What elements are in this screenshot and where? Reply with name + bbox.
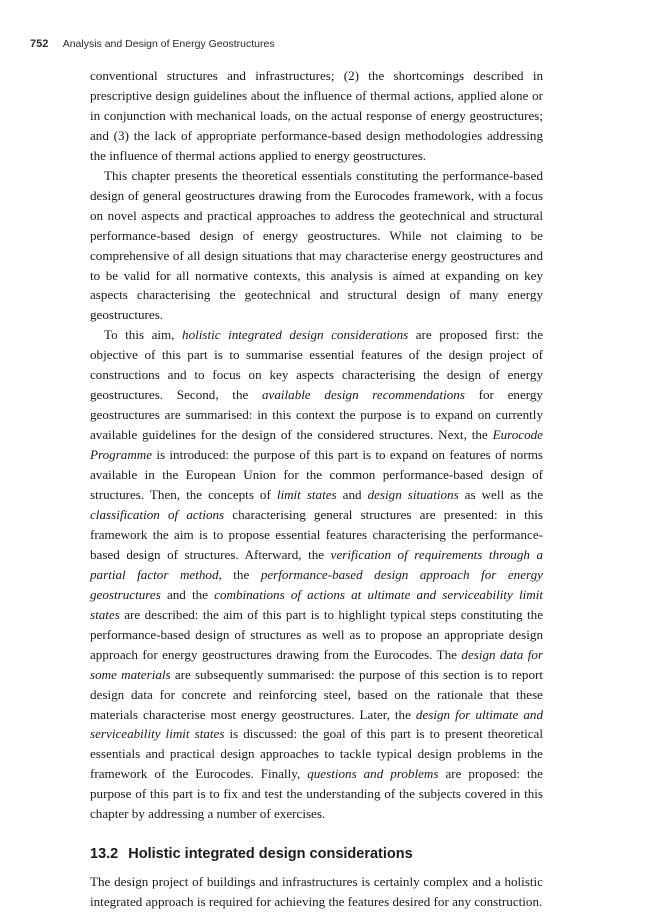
emphasis-design-data-materials: design data for some materials — [90, 646, 544, 682]
emphasis-questions-and-problems: questions and problems — [307, 766, 439, 782]
text-span: is discussed: the goal of this part is to present theoretical essentials and practical design approaches to tackle typical design problems in the framework of the Eurocodes. Finally, — [90, 726, 543, 782]
text-span: as well as the — [458, 487, 544, 503]
emphasis-available-design-recommendations: available design recommendations — [262, 387, 465, 403]
emphasis-classification-of-actions: classification of actions — [90, 506, 225, 522]
page-number: 752 — [30, 38, 49, 50]
emphasis-performance-based-design-approach: performance-based design approach for energy geostructures — [90, 566, 543, 602]
paragraph-4: The design project of buildings and infrastructures is certainly complex and a holistic integrated approach is required for achieving the features desired for any construction. — [90, 874, 543, 910]
emphasis-design-limit-states: design for ultimate and serviceability limit states — [90, 706, 543, 742]
emphasis-verification-partial-factor: verification of requirements through a partial factor method — [90, 546, 543, 582]
text-span: and the — [160, 586, 215, 602]
text-span: , the — [218, 566, 261, 582]
text-span: are proposed first: the objective of this part is to summarise essential features of the design project of constructions and to focus on key aspects characterising the design of energy geostructures. Second, the — [90, 327, 544, 403]
emphasis-design-situations: design situations — [367, 487, 459, 503]
section-title: Holistic integrated design considerations — [128, 846, 413, 863]
emphasis-holistic-integrated-design: holistic integrated design considerations — [182, 327, 409, 343]
text-span: characterising general structures are presented: in this framework the aim is to propose essential features characterising the performance-based design of structures. Afterward, the — [90, 506, 543, 562]
text-span: To this aim, — [104, 327, 183, 343]
text-span: are proposed: the purpose of this part is to fix and test the understanding of the subjects covered in this chapter by addressing a number of exercises. — [90, 766, 543, 822]
section-heading — [90, 846, 543, 862]
body-text — [90, 66, 543, 912]
text-span: is introduced: the purpose of this part is to expand on features of norms available in the European Union for the common performance-based design of structures. Then, the concepts of — [90, 447, 543, 503]
paragraph-2: This chapter presents the theoretical essentials constituting the performance-based design of general geostructures drawing from the Eurocodes framework, with a focus on novel aspects and practical approaches to address the geotechnical and structural performance-based design of energy geostructures. While not claiming to be comprehensive of all design situations that may characterise energy geostructures and to be valid for all normative contexts, this analysis is aimed at expanding on key aspects characterising the geotechnical and structural design of many energy geostructures. — [90, 167, 543, 323]
text-span: are subsequently summarised: the purpose of this section is to report design data for concrete and reinforcing steel, based on the rationale that these materials characterise most energy geostructures. Later, the — [90, 666, 543, 722]
running-title: Analysis and Design of Energy Geostructures — [62, 38, 275, 50]
text-span: for energy geostructures are summarised: in this context the purpose is to expand on currently available guidelines for the design of the considered structures. Next, the — [90, 387, 543, 443]
paragraph-1: conventional structures and infrastructures; (2) the shortcomings described in prescriptive design guidelines about the influence of thermal actions, applied alone or in conjunction with mechanical loads, on the actual response of energy geostructures; and (3) the lack of appropriate performance-based design methodologies addressing the influence of thermal actions applied to energy geostructures. — [90, 68, 543, 163]
text-span: are described: the aim of this part is to highlight typical steps constituting the performance-based design of structures as well as to propose an appropriate design approach for energy geostructures drawing from the Eurocodes. The — [90, 606, 543, 662]
running-header — [30, 38, 275, 50]
emphasis-combinations-of-actions: combinations of actions at ultimate and serviceability limit states — [90, 586, 543, 622]
emphasis-limit-states: limit states — [276, 487, 337, 503]
text-span: and — [336, 487, 368, 503]
section-number: 13.2 — [90, 846, 119, 863]
paragraph-3 — [90, 325, 543, 824]
emphasis-eurocode-programme: Eurocode Programme — [90, 427, 543, 463]
